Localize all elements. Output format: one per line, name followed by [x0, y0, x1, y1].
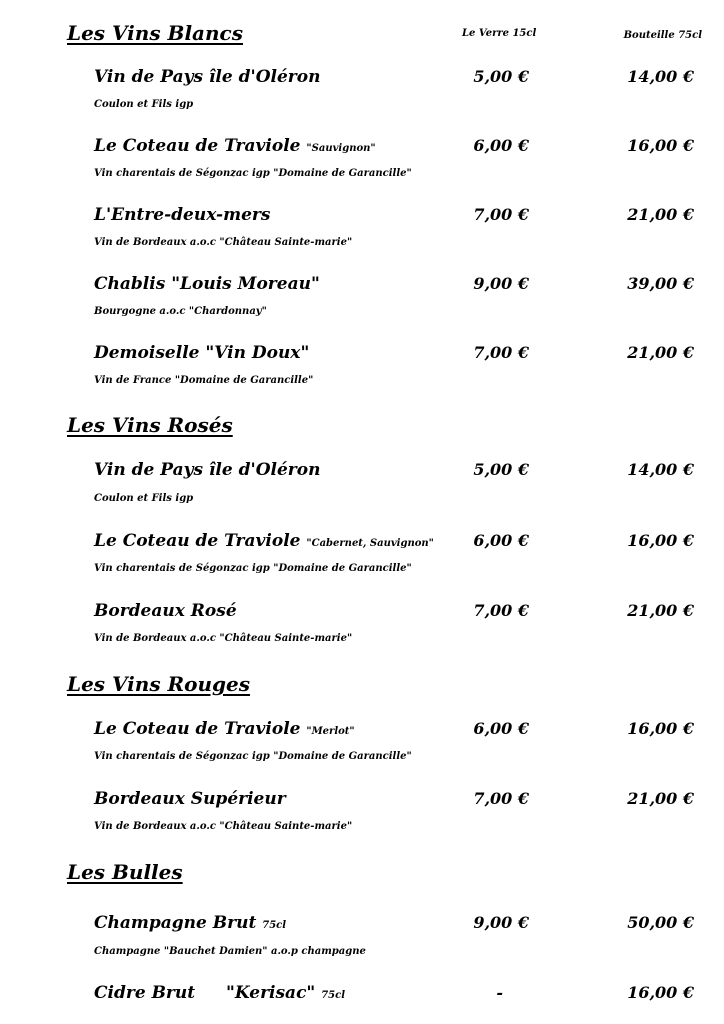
wine-name: Le Coteau de Traviole [94, 136, 301, 156]
wine-origin: Vin de Bordeaux a.o.c "Château Sainte-marie" [94, 821, 353, 832]
bottle-price: 14,00 € [627, 67, 694, 86]
bottle-price: 39,00 € [627, 274, 694, 293]
wine-name: Demoiselle "Vin Doux" [94, 343, 310, 363]
bottle-column-header: Bouteille 75cl [623, 30, 702, 41]
glass-price: - [496, 983, 503, 1002]
glass-price: 6,00 € [473, 136, 529, 155]
wine-name-line [94, 531, 434, 551]
wine-varietal: "Cabernet, Sauvignon" [306, 538, 434, 549]
bottle-size: 75cl [321, 990, 346, 1001]
wine-origin: Vin de Bordeaux a.o.c "Château Sainte-marie" [94, 237, 353, 248]
wine-origin: Coulon et Fils igp [94, 493, 194, 504]
bottle-price: 50,00 € [627, 913, 694, 932]
wine-name: Le Coteau de Traviole [94, 531, 301, 551]
section-title-vins-blancs: Les Vins Blancs [67, 21, 243, 45]
wine-origin: Champagne "Bauchet Damien" a.o.p champagne [94, 946, 366, 957]
wine-name-line [94, 136, 376, 156]
wine-origin: Vin de France "Domaine de Garancille" [94, 375, 314, 386]
bottle-price: 21,00 € [627, 601, 694, 620]
glass-column-header: Le Verre 15cl [462, 28, 537, 39]
bottle-price: 16,00 € [627, 136, 694, 155]
bottle-size: 75cl [262, 920, 287, 931]
wine-name: Champagne Brut [94, 913, 257, 933]
section-title-vins-roses: Les Vins Rosés [67, 413, 233, 437]
glass-price: 5,00 € [473, 67, 529, 86]
wine-origin: Vin charentais de Ségonzac igp "Domaine de Garancille" [94, 751, 412, 762]
wine-name: Vin de Pays île d'Oléron [94, 67, 321, 87]
wine-origin: Vin de Bordeaux a.o.c "Château Sainte-marie" [94, 633, 353, 644]
wine-name: Chablis "Louis Moreau" [94, 274, 320, 294]
bottle-price: 16,00 € [627, 719, 694, 738]
bottle-price: 16,00 € [627, 531, 694, 550]
glass-price: 6,00 € [473, 719, 529, 738]
glass-price: 7,00 € [473, 343, 529, 362]
wine-origin: Bourgogne a.o.c "Chardonnay" [94, 306, 267, 317]
bottle-price: 14,00 € [627, 460, 694, 479]
wine-name: Vin de Pays île d'Oléron [94, 460, 321, 480]
wine-varietal: "Merlot" [306, 726, 355, 737]
glass-price: 7,00 € [473, 601, 529, 620]
glass-price: 7,00 € [473, 205, 529, 224]
glass-price: 7,00 € [473, 789, 529, 808]
glass-price: 9,00 € [473, 913, 529, 932]
section-title-bulles: Les Bulles [67, 860, 183, 884]
cidre-name: Cidre Brut [94, 983, 196, 1003]
glass-price: 5,00 € [473, 460, 529, 479]
bottle-price: 16,00 € [627, 983, 694, 1002]
glass-price: 6,00 € [473, 531, 529, 550]
bottle-price: 21,00 € [627, 205, 694, 224]
wine-name-line [94, 913, 286, 933]
glass-price: 9,00 € [473, 274, 529, 293]
wine-name: Le Coteau de Traviole [94, 719, 301, 739]
cidre-brand-line [226, 983, 345, 1003]
bottle-price: 21,00 € [627, 789, 694, 808]
wine-varietal: "Sauvignon" [306, 143, 376, 154]
section-title-vins-rouges: Les Vins Rouges [67, 672, 251, 696]
wine-name-line [94, 719, 355, 739]
wine-name: Bordeaux Supérieur [94, 789, 286, 809]
wine-name: L'Entre-deux-mers [94, 205, 271, 225]
bottle-price: 21,00 € [627, 343, 694, 362]
cidre-brand: "Kerisac" [226, 983, 316, 1003]
wine-origin: Vin charentais de Ségonzac igp "Domaine de Garancille" [94, 563, 412, 574]
wine-name: Bordeaux Rosé [94, 601, 237, 621]
wine-origin: Coulon et Fils igp [94, 99, 194, 110]
wine-origin: Vin charentais de Ségonzac igp "Domaine de Garancille" [94, 168, 412, 179]
